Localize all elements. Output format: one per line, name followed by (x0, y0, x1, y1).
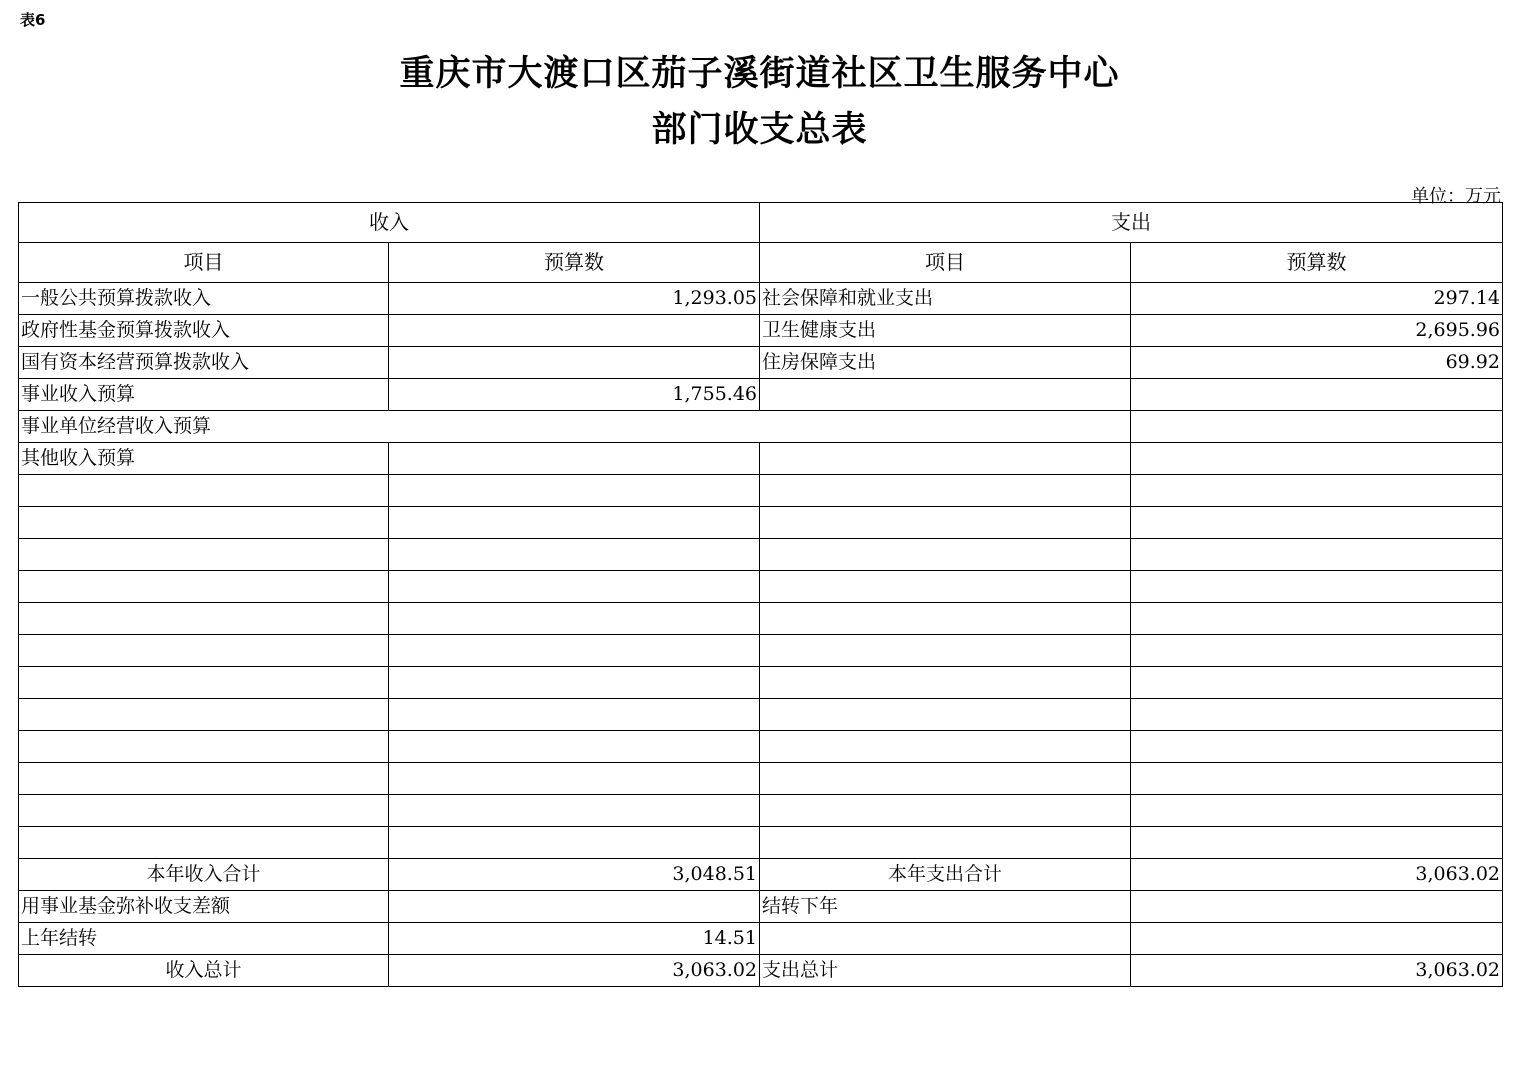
empty-cell (760, 667, 1131, 699)
empty-cell (19, 667, 389, 699)
empty-cell (760, 795, 1131, 827)
empty-row (19, 507, 1503, 539)
prev-carry-value: 14.51 (389, 923, 760, 955)
empty-cell (389, 571, 760, 603)
income-item: 一般公共预算拨款收入 (19, 283, 389, 315)
empty-cell (389, 699, 760, 731)
expense-value (1131, 443, 1503, 475)
income-value (389, 443, 760, 475)
expense-value (1131, 411, 1503, 443)
empty-cell (760, 731, 1131, 763)
prev-carry-row (19, 923, 1503, 955)
income-value: 1,293.05 (389, 283, 760, 315)
empty-cell (1131, 827, 1503, 859)
expense-item-header: 项目 (760, 243, 1131, 283)
empty-cell (19, 571, 389, 603)
empty-cell (389, 635, 760, 667)
sheet-tag: 表6 (20, 11, 46, 29)
empty-cell (389, 795, 760, 827)
empty-cell (389, 827, 760, 859)
grand-total-row (19, 955, 1503, 987)
empty-cell (19, 475, 389, 507)
income-item-header: 项目 (19, 243, 389, 283)
expense-grand-total-label: 支出总计 (760, 955, 1131, 987)
unit-label: 单位：万元 (1411, 186, 1501, 207)
expense-value: 69.92 (1131, 347, 1503, 379)
empty-cell (19, 603, 389, 635)
empty-cell (1131, 699, 1503, 731)
income-value (389, 315, 760, 347)
empty-cell (1131, 795, 1503, 827)
fund-row (19, 891, 1503, 923)
fund-label: 用事业基金弥补收支差额 (19, 891, 389, 923)
income-value (389, 347, 760, 379)
income-value: 1,755.46 (389, 379, 760, 411)
empty-cell (19, 507, 389, 539)
empty-cell (760, 699, 1131, 731)
table-row (19, 411, 1503, 443)
income-budget-header: 预算数 (389, 243, 760, 283)
year-total-row (19, 859, 1503, 891)
empty-cell (19, 635, 389, 667)
empty-cell (1131, 731, 1503, 763)
empty-cell (19, 827, 389, 859)
income-item: 国有资本经营预算拨款收入 (19, 347, 389, 379)
carry-next-value (1131, 891, 1503, 923)
empty-cell (389, 475, 760, 507)
table-row (19, 443, 1503, 475)
expense-grand-total-value: 3,063.02 (1131, 955, 1503, 987)
expense-item: 社会保障和就业支出 (760, 283, 1131, 315)
page-subtitle: 部门收支总表 (651, 110, 868, 150)
empty-row (19, 603, 1503, 635)
empty-cell (389, 507, 760, 539)
empty-cell (389, 603, 760, 635)
empty-cell (389, 763, 760, 795)
fund-value (389, 891, 760, 923)
expense-item (760, 411, 1131, 443)
empty-cell (19, 763, 389, 795)
empty-row (19, 667, 1503, 699)
empty-cell (1131, 603, 1503, 635)
empty-cell (760, 475, 1131, 507)
empty-cell (389, 667, 760, 699)
prev-carry-label: 上年结转 (19, 923, 389, 955)
empty-cell (1131, 475, 1503, 507)
income-item: 政府性基金预算拨款收入 (19, 315, 389, 347)
empty-cell (760, 827, 1131, 859)
table-row (19, 379, 1503, 411)
empty-cell (19, 539, 389, 571)
empty-cell (1131, 571, 1503, 603)
empty-cell (389, 731, 760, 763)
empty-row (19, 763, 1503, 795)
income-header: 收入 (19, 203, 760, 243)
carry-next-label: 结转下年 (760, 891, 1131, 923)
expense-empty-cell (760, 923, 1131, 955)
income-grand-total-label: 收入总计 (19, 955, 389, 987)
column-header-row (19, 243, 1503, 283)
expense-value (1131, 379, 1503, 411)
table-row (19, 347, 1503, 379)
year-income-total-label: 本年收入合计 (19, 859, 389, 891)
empty-cell (19, 699, 389, 731)
empty-cell (1131, 539, 1503, 571)
year-expense-total-value: 3,063.02 (1131, 859, 1503, 891)
empty-cell (19, 731, 389, 763)
budget-table (18, 202, 1503, 987)
year-income-total-value: 3,048.51 (389, 859, 760, 891)
empty-row (19, 539, 1503, 571)
empty-row (19, 571, 1503, 603)
table-row (19, 315, 1503, 347)
year-expense-total-label: 本年支出合计 (760, 859, 1131, 891)
empty-cell (760, 539, 1131, 571)
empty-cell (760, 571, 1131, 603)
expense-item (760, 443, 1131, 475)
empty-cell (19, 795, 389, 827)
expense-budget-header: 预算数 (1131, 243, 1503, 283)
income-item: 事业收入预算 (19, 379, 389, 411)
page-title: 重庆市大渡口区茄子溪街道社区卫生服务中心 (399, 54, 1120, 94)
empty-row (19, 635, 1503, 667)
income-item: 其他收入预算 (19, 443, 389, 475)
expense-item: 卫生健康支出 (760, 315, 1131, 347)
income-item: 事业单位经营收入预算 (19, 411, 389, 443)
empty-row (19, 795, 1503, 827)
expense-item: 住房保障支出 (760, 347, 1131, 379)
empty-cell (760, 507, 1131, 539)
section-header-row (19, 203, 1503, 243)
income-grand-total-value: 3,063.02 (389, 955, 760, 987)
empty-row (19, 699, 1503, 731)
expense-item (760, 379, 1131, 411)
empty-cell (760, 763, 1131, 795)
empty-cell (1131, 635, 1503, 667)
expense-empty-value (1131, 923, 1503, 955)
income-value (389, 411, 760, 443)
empty-row (19, 475, 1503, 507)
empty-row (19, 827, 1503, 859)
empty-cell (389, 539, 760, 571)
expense-header: 支出 (760, 203, 1503, 243)
empty-cell (760, 635, 1131, 667)
empty-cell (1131, 763, 1503, 795)
expense-value: 2,695.96 (1131, 315, 1503, 347)
empty-cell (760, 603, 1131, 635)
empty-row (19, 731, 1503, 763)
expense-value: 297.14 (1131, 283, 1503, 315)
empty-cell (1131, 507, 1503, 539)
table-row (19, 283, 1503, 315)
empty-cell (1131, 667, 1503, 699)
